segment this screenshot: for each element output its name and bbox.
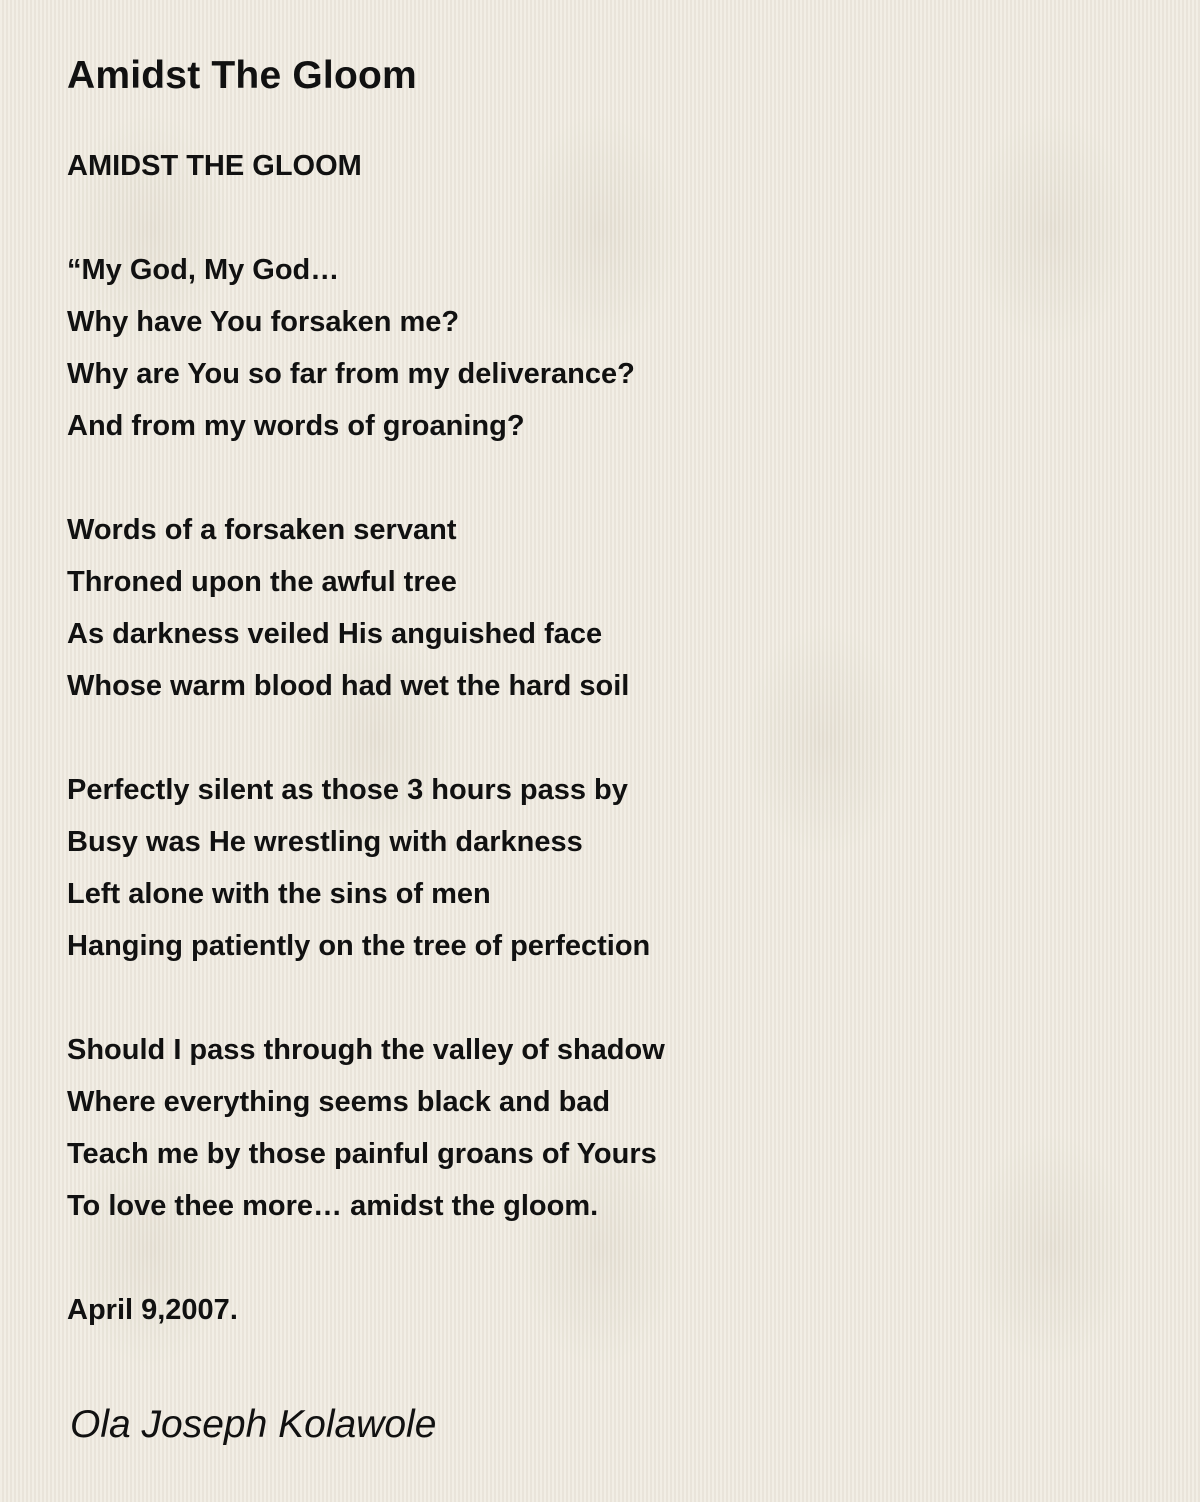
poem-line: Hanging patiently on the tree of perfection xyxy=(67,930,651,962)
poem-line: “My God, My God… xyxy=(67,254,340,286)
poem-line: Should I pass through the valley of shadow xyxy=(67,1034,665,1066)
stanza-break xyxy=(67,192,1167,244)
poem-line: Perfectly silent as those 3 hours pass by xyxy=(67,774,628,806)
poem-line: Whose warm blood had wet the hard soil xyxy=(67,670,630,702)
poem-body xyxy=(67,140,1167,1336)
stanza-2 xyxy=(67,504,1167,712)
poem-page xyxy=(67,52,1167,1336)
poem-line: To love thee more… amidst the gloom. xyxy=(67,1190,599,1222)
stanza-break xyxy=(67,452,1167,504)
stanza-break xyxy=(67,712,1167,764)
author-name: Ola Joseph Kolawole xyxy=(70,1403,437,1446)
stanza-break xyxy=(67,972,1167,1024)
stanza-4 xyxy=(67,1024,1167,1232)
stanza-break xyxy=(67,1232,1167,1284)
poem-line: Busy was He wrestling with darkness xyxy=(67,826,583,858)
poem-line: Words of a forsaken servant xyxy=(67,514,457,546)
poem-line: Throned upon the awful tree xyxy=(67,566,457,598)
poem-line: Why have You forsaken me? xyxy=(67,306,460,338)
poem-line: Why are You so far from my deliverance? xyxy=(67,358,635,390)
poem-line: As darkness veiled His anguished face xyxy=(67,618,603,650)
stanza-3 xyxy=(67,764,1167,972)
poem-line: Teach me by those painful groans of Yours xyxy=(67,1138,657,1170)
poem-line: And from my words of groaning? xyxy=(67,410,525,442)
poem-date: April 9,2007. xyxy=(67,1294,238,1326)
poem-line: Where everything seems black and bad xyxy=(67,1086,611,1118)
poem-heading: AMIDST THE GLOOM xyxy=(67,150,362,182)
stanza-1 xyxy=(67,244,1167,452)
poem-title: Amidst The Gloom xyxy=(67,54,417,97)
poem-line: Left alone with the sins of men xyxy=(67,878,491,910)
